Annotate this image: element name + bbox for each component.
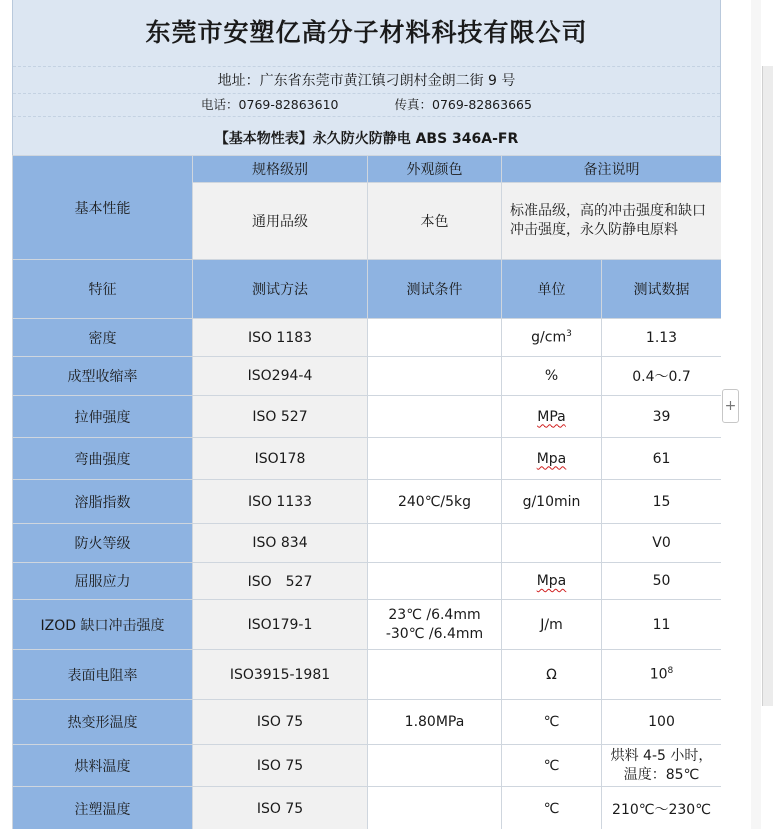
method-cell: ISO 1133: [193, 480, 368, 524]
unit-cell: [502, 438, 602, 480]
table-row: [13, 438, 722, 480]
unit-cell: g/10min: [502, 480, 602, 524]
company-contacts: [13, 94, 720, 117]
unit-text: MPa: [537, 408, 566, 425]
condition-line-2: -30℃ /6.4mm: [385, 625, 484, 642]
condition-cell: [368, 357, 502, 396]
condition-cell: [368, 787, 502, 829]
table-row: [13, 563, 722, 600]
table-row: [13, 319, 722, 357]
unit-text: Mpa: [536, 573, 567, 589]
method-cell: ISO 75: [193, 700, 368, 745]
feature-cell: 弯曲强度: [13, 438, 193, 480]
basic-properties-label: 基本性能: [13, 156, 193, 260]
value-cell: 15: [602, 480, 722, 524]
table-row: [13, 650, 722, 700]
method-cell: ISO294-4: [193, 357, 368, 396]
properties-table: [12, 155, 721, 829]
value-superscript: 8: [667, 666, 674, 677]
method-cell: ISO 75: [193, 787, 368, 829]
col-value: 测试数据: [602, 260, 722, 319]
unit-superscript: 3: [566, 329, 572, 340]
condition-cell: [368, 600, 502, 650]
unit-text: g/cm: [531, 329, 567, 346]
unit-cell: [502, 396, 602, 438]
unit-cell: [502, 563, 602, 600]
value-cell: 39: [602, 396, 722, 438]
method-cell: ISO179-1: [193, 600, 368, 650]
method-cell: ISO 527: [193, 563, 368, 600]
table-row: [13, 700, 722, 745]
condition-cell: [368, 319, 502, 357]
feature-cell: IZOD 缺口冲击强度: [13, 600, 193, 650]
condition-cell: [368, 563, 502, 600]
feature-cell: 表面电阻率: [13, 650, 193, 700]
value-cell: 210℃～230℃: [602, 787, 722, 829]
value-cell: V0: [602, 524, 722, 563]
vertical-scrollbar[interactable]: [762, 66, 773, 706]
condition-line-1: 23℃ /6.4mm: [388, 606, 481, 623]
company-name: 东莞市安塑亿高分子材料科技有限公司: [13, 0, 720, 67]
condition-cell: [368, 396, 502, 438]
col-note: 备注说明: [502, 156, 722, 183]
table-row: [13, 480, 722, 524]
method-cell: ISO 834: [193, 524, 368, 563]
col-feature: 特征: [13, 260, 193, 319]
value-cell: 100: [602, 700, 722, 745]
note-value: 标准品级，高的冲击强度和缺口冲击强度，永久防静电原料: [502, 183, 722, 260]
company-address: 地址：广东省东莞市黄江镇刁朗村金朗二街 9 号: [13, 69, 720, 94]
table-row: [13, 745, 722, 787]
value-cell: 11: [602, 600, 722, 650]
table-row: [13, 600, 722, 650]
value-line-2: 温度：85℃: [623, 766, 700, 783]
method-cell: ISO 1183: [193, 319, 368, 357]
unit-cell: ℃: [502, 787, 602, 829]
col-grade: 规格级别: [193, 156, 368, 183]
feature-cell: 屈服应力: [13, 563, 193, 600]
color-value: 本色: [368, 183, 502, 260]
company-phone: 电话：0769-82863610: [201, 97, 339, 112]
table-row: [13, 524, 722, 563]
document-title: 【基本物性表】永久防火防静电 ABS 346A-FR: [214, 131, 519, 147]
feature-cell: 成型收缩率: [13, 357, 193, 396]
unit-cell: [502, 524, 602, 563]
col-condition: 测试条件: [368, 260, 502, 319]
feature-cell: 烘料温度: [13, 745, 193, 787]
unit-text: Mpa: [536, 450, 567, 467]
value-line-1: 烘料 4-5 小时，: [610, 747, 713, 764]
sheet-header: [12, 0, 721, 155]
table-row: [13, 357, 722, 396]
unit-cell: ℃: [502, 700, 602, 745]
table-row: [13, 787, 722, 829]
unit-cell: %: [502, 357, 602, 396]
method-cell: ISO 75: [193, 745, 368, 787]
unit-cell: Ω: [502, 650, 602, 700]
condition-cell: [368, 745, 502, 787]
unit-cell: J/m: [502, 600, 602, 650]
method-cell: ISO3915-1981: [193, 650, 368, 700]
condition-cell: 240℃/5kg: [368, 480, 502, 524]
basic-header-row: [13, 156, 722, 183]
feature-cell: 注塑温度: [13, 787, 193, 829]
grade-value: 通用品级: [193, 183, 368, 260]
company-fax: 传真：0769-82863665: [394, 97, 532, 112]
value-cell: 0.4～0.7: [602, 357, 722, 396]
page-gutter: [751, 0, 761, 829]
col-method: 测试方法: [193, 260, 368, 319]
condition-cell: [368, 650, 502, 700]
unit-cell: ℃: [502, 745, 602, 787]
value-cell: 61: [602, 438, 722, 480]
col-unit: 单位: [502, 260, 602, 319]
value-cell: [602, 745, 722, 787]
method-cell: ISO178: [193, 438, 368, 480]
add-button[interactable]: +: [722, 389, 739, 423]
condition-cell: [368, 438, 502, 480]
spec-sheet: [12, 0, 721, 829]
feature-cell: 防火等级: [13, 524, 193, 563]
unit-cell: [502, 319, 602, 357]
value-text: 10: [649, 666, 668, 683]
feature-cell: 拉伸强度: [13, 396, 193, 438]
value-cell: 50: [602, 563, 722, 600]
method-cell: ISO 527: [193, 396, 368, 438]
test-header-row: [13, 260, 722, 319]
feature-cell: 热变形温度: [13, 700, 193, 745]
value-cell: 1.13: [602, 319, 722, 357]
table-row: [13, 396, 722, 438]
value-cell: [602, 650, 722, 700]
feature-cell: 密度: [13, 319, 193, 357]
condition-cell: [368, 524, 502, 563]
feature-cell: 溶脂指数: [13, 480, 193, 524]
condition-cell: 1.80MPa: [368, 700, 502, 745]
col-color: 外观颜色: [368, 156, 502, 183]
